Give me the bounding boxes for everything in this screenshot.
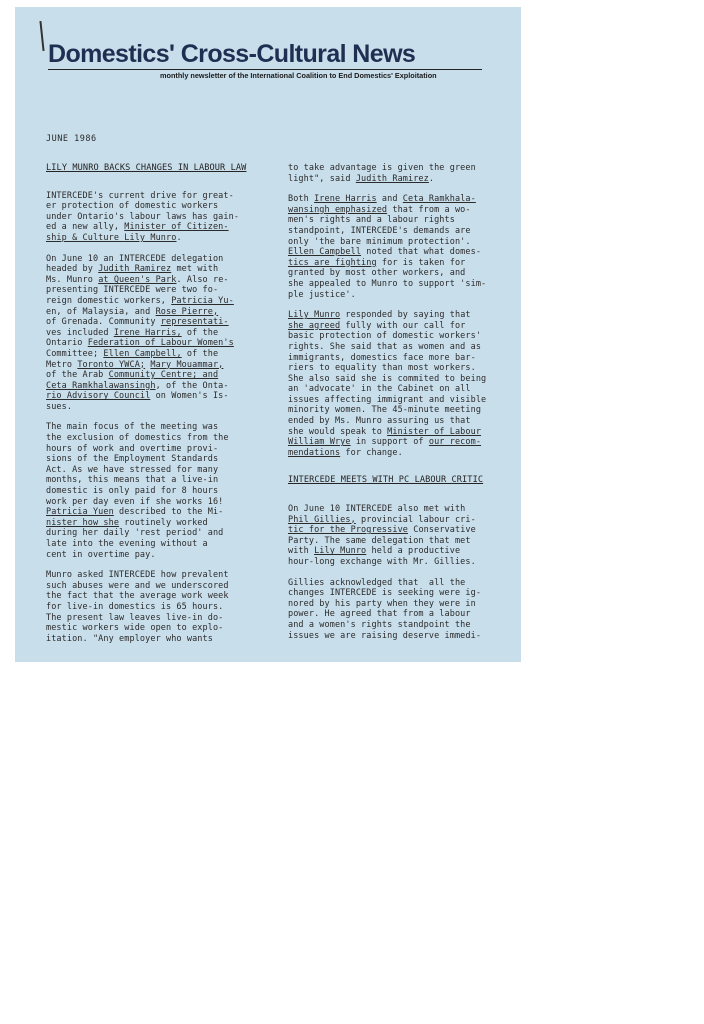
- text-line: presenting INTERCEDE were two fo-: [46, 285, 219, 296]
- text-line: such abuses were and we underscored: [46, 580, 229, 591]
- text-line: Munro asked INTERCEDE how prevalent: [46, 570, 229, 581]
- newsletter-page: [15, 7, 521, 662]
- text-line: she agreed fully with our call for: [288, 320, 466, 331]
- left-column: [46, 163, 268, 654]
- text-line: Gillies acknowledged that all the: [288, 577, 466, 588]
- text-line: basic protection of domestic workers': [288, 331, 482, 342]
- text-line: sues.: [46, 401, 73, 412]
- right-column: [288, 163, 510, 651]
- text-line: during her daily 'rest period' and: [46, 528, 224, 539]
- text-line: mestic workers wide open to explo-: [46, 623, 224, 634]
- text-line: rights. She said that as women and as: [288, 341, 482, 352]
- text-line: Patricia Yuen described to the Mi-: [46, 507, 224, 518]
- text-line: Phil Gillies, provincial labour cri-: [288, 514, 476, 525]
- text-line: the fact that the average work week: [46, 591, 229, 602]
- text-line: ple justice'.: [288, 289, 356, 300]
- paragraph: [288, 578, 510, 642]
- text-line: Both Irene Harris and Ceta Ramkhala-: [288, 194, 476, 205]
- text-line: minority women. The 45-minute meeting: [288, 405, 482, 416]
- text-line: immigrants, domestics face more bar-: [288, 352, 476, 363]
- text-line: Ellen Campbell noted that what domes-: [288, 247, 482, 258]
- text-line: Ceta Ramkhalawansingh, of the Onta-: [46, 380, 229, 391]
- newsletter-title: Domestics' Cross-Cultural News: [48, 40, 416, 68]
- text-line: changes INTERCEDE is seeking were ig-: [288, 588, 482, 599]
- text-line: standpoint, INTERCEDE's demands are: [288, 225, 471, 236]
- text-line: wansingh emphasized that from a wo-: [288, 204, 471, 215]
- text-line: domestic is only paid for 8 hours: [46, 486, 219, 497]
- text-line: under Ontario's labour laws has gain-: [46, 211, 240, 222]
- text-line: ship & Culture Lily Munro.: [46, 232, 182, 243]
- text-line: Committee; Ellen Campbell, of the: [46, 348, 219, 359]
- text-line: Ms. Munro at Queen's Park. Also re-: [46, 274, 229, 285]
- paragraph: [46, 422, 268, 560]
- paragraph: [46, 570, 268, 644]
- text-line: The present law leaves live-in do-: [46, 612, 224, 623]
- text-line: power. He agreed that from a labour: [288, 609, 471, 620]
- text-line: en, of Malaysia, and Rose Pierre,: [46, 306, 219, 317]
- text-line: granted by most other workers, and: [288, 268, 466, 279]
- text-line: itation. "Any employer who wants: [46, 633, 213, 644]
- text-line: only 'the bare minimum protection'.: [288, 236, 471, 247]
- paragraph: [46, 254, 268, 413]
- masthead-rule: [48, 69, 482, 70]
- right-column-body-bottom: [288, 504, 510, 641]
- text-line: months, this means that a live-in: [46, 475, 219, 486]
- text-line: work per day even if she works 16!: [46, 496, 224, 507]
- paragraph: [288, 163, 510, 184]
- text-line: late into the evening without a: [46, 539, 208, 549]
- text-line: of the Arab Community Centre; and: [46, 370, 219, 381]
- text-line: with Lily Munro held a productive: [288, 546, 461, 557]
- text-line: On June 10 INTERCEDE also met with: [288, 504, 466, 515]
- text-line: reign domestic workers, Patricia Yu-: [46, 295, 234, 306]
- text-line: hours of work and overtime provi-: [46, 443, 219, 454]
- left-column-body: [46, 191, 268, 645]
- text-line: riers to equality than most workers.: [288, 363, 476, 374]
- text-line: Party. The same delegation that met: [288, 535, 471, 546]
- text-line: ves included Irene Harris, of the: [46, 327, 219, 338]
- text-line: for live-in domestics is 65 hours.: [46, 601, 224, 612]
- paragraph: [288, 194, 510, 300]
- text-line: light", said Judith Ramirez.: [288, 173, 435, 184]
- text-line: She also said she is commited to being: [288, 373, 487, 384]
- text-line: mendations for change.: [288, 447, 403, 458]
- paragraph: [46, 191, 268, 244]
- text-line: er protection of domestic workers: [46, 201, 219, 212]
- text-line: The main focus of the meeting was: [46, 422, 219, 433]
- text-line: she would speak to Minister of Labour: [288, 426, 482, 437]
- article-heading-gillies: INTERCEDE MEETS WITH PC LABOUR CRITIC: [288, 475, 484, 486]
- issue-date: JUNE 1986: [46, 134, 97, 144]
- text-line: Ontario Federation of Labour Women's: [46, 338, 234, 349]
- text-line: INTERCEDE's current drive for great-: [46, 190, 234, 201]
- text-line: Act. As we have stressed for many: [46, 464, 219, 475]
- text-line: issues we are raising deserve immedi-: [288, 630, 482, 641]
- text-line: to take advantage is given the green: [288, 163, 476, 173]
- text-line: and a women's rights standpoint the: [288, 619, 471, 630]
- text-line: ed a new ally, Minister of Citizen-: [46, 222, 229, 233]
- text-line: sions of the Employment Standards: [46, 454, 219, 465]
- text-line: William Wrye in support of our recom-: [288, 437, 482, 448]
- text-line: she appealed to Munro to support 'sim-: [288, 278, 487, 289]
- text-line: headed by Judith Ramirez met with: [46, 264, 219, 275]
- text-line: tic for the Progressive Conservative: [288, 525, 476, 536]
- text-line: cent in overtime pay.: [46, 549, 156, 560]
- text-line: of Grenada. Community representati-: [46, 317, 229, 328]
- text-line: the exclusion of domestics from the: [46, 433, 229, 444]
- pen-mark: [39, 21, 44, 51]
- paragraph: [288, 504, 510, 568]
- right-column-body-top: [288, 163, 510, 458]
- text-line: On June 10 an INTERCEDE delegation: [46, 253, 224, 264]
- paragraph: [288, 310, 510, 458]
- text-line: men's rights and a labour rights: [288, 215, 455, 226]
- text-line: Lily Munro responded by saying that: [288, 310, 471, 321]
- article-heading-munro: LILY MUNRO BACKS CHANGES IN LABOUR LAW: [46, 163, 247, 173]
- newsletter-subtitle: monthly newsletter of the International Coalition to End Domestics' Exploitation: [160, 71, 437, 80]
- text-line: nister how she routinely worked: [46, 517, 208, 528]
- text-line: Metro Toronto YWCA; Mary Mouammar,: [46, 359, 224, 370]
- text-line: rio Advisory Council on Women's Is-: [46, 391, 229, 402]
- text-line: hour-long exchange with Mr. Gillies.: [288, 557, 476, 567]
- text-line: ended by Ms. Munro assuring us that: [288, 416, 471, 427]
- text-line: nored by his party when they were in: [288, 598, 476, 609]
- text-line: tics are fighting for is taken for: [288, 257, 466, 268]
- text-line: an 'advocate' in the Cabinet on all: [288, 384, 471, 395]
- text-line: issues affecting immigrant and visible: [288, 394, 487, 405]
